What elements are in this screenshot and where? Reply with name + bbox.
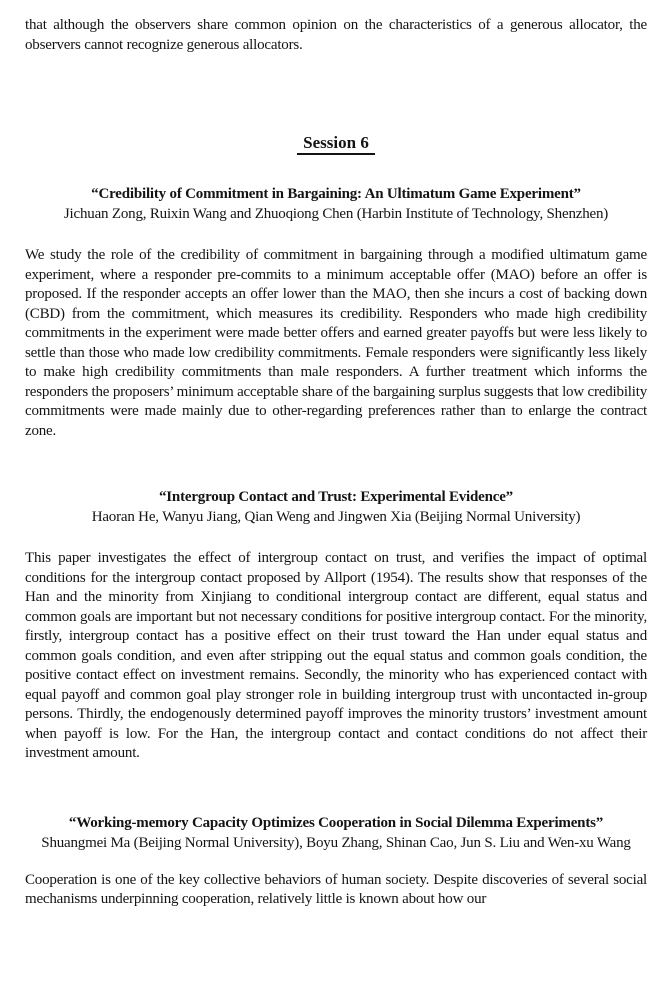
paper-1-abstract: We study the role of the credibility of commitment in bargaining through a modified ultimatum game experiment, where a responder pre-commits to a minimum acceptable offer (MAO) before an offer is proposed. If the responder accepts an offer lower than the MAO, then she incurs a cost of backing down (CBD) from the commitment, which measures its credibility. Responders who made high credibility commitments in the experiment were made better offers and earned greater payoffs but were less likely to settle than those who made low credibility commitments. Female responders were significantly less likely to make high credibility commitments than male responders. A further treatment which informs the responders the proposers’ minimum acceptable share of the bargaining surplus suggests that low credibility commitments were made mainly due to other-regarding preferences rather than to enlarge the contract zone. <box>25 247 647 439</box>
paper-2-abstract: This paper investigates the effect of intergroup contact on trust, and verifies the impact of optimal conditions for the intergroup contact proposed by Allport (1954). The results show that responses of the Han and the minority from Xinjiang to conditional intergroup contact are different, equal status and common goals are important but not necessary conditions for positive intergroup contact. For the minority, firstly, intergroup contact has a positive effect on their trust toward the Han under equal status and common goals condition, and even after stripping out the equal status and common goals condition, the positive contact effect on investment remains. Secondly, the minority who has experienced contact with equal payoff and common goal play stronger role in building intergroup trust with uncontacted in-group persons. Thirdly, the endogenously determined payoff improves the minority trustors’ investment amount when payoff is low. For the Han, the intergroup contact and contact conditions do not affect their investment amount. <box>25 550 647 761</box>
paper-3-title: “Working-memory Capacity Optimizes Cooperation in Social Dilemma Experiments” <box>68 814 604 831</box>
paper-3-heading <box>25 813 647 853</box>
paper-1-title: “Credibility of Commitment in Bargaining: An Ultimatum Game Experiment” <box>91 186 581 202</box>
paper-1-heading <box>25 184 647 224</box>
paper-2-title: “Intergroup Contact and Trust: Experimental Evidence” <box>159 489 513 505</box>
session-header <box>25 131 647 155</box>
paper-2-authors: Haoran He, Wanyu Jiang, Qian Weng and Jingwen Xia (Beijing Normal University) <box>91 509 581 525</box>
paper-3-authors: Shuangmei Ma (Beijing Normal University), Boyu Zhang, Shinan Cao, Jun S. Liu and Wen-xu Wang <box>41 834 631 851</box>
continuation-paragraph: that although the observers share common opinion on the characteristics of a generous allocator, the observers cannot recognize generous allocators. <box>25 17 647 53</box>
paper-3-abstract-partial: Cooperation is one of the key collective behaviors of human society. Despite discoveries of several social mechanisms underpinning cooperation, relatively little is known about how our <box>25 871 647 907</box>
session-title: Session 6 <box>297 133 375 155</box>
paper-2-heading <box>25 487 647 527</box>
paper-1-authors: Jichuan Zong, Ruixin Wang and Zhuoqiong Chen (Harbin Institute of Technology, Shenzhen) <box>63 206 609 222</box>
